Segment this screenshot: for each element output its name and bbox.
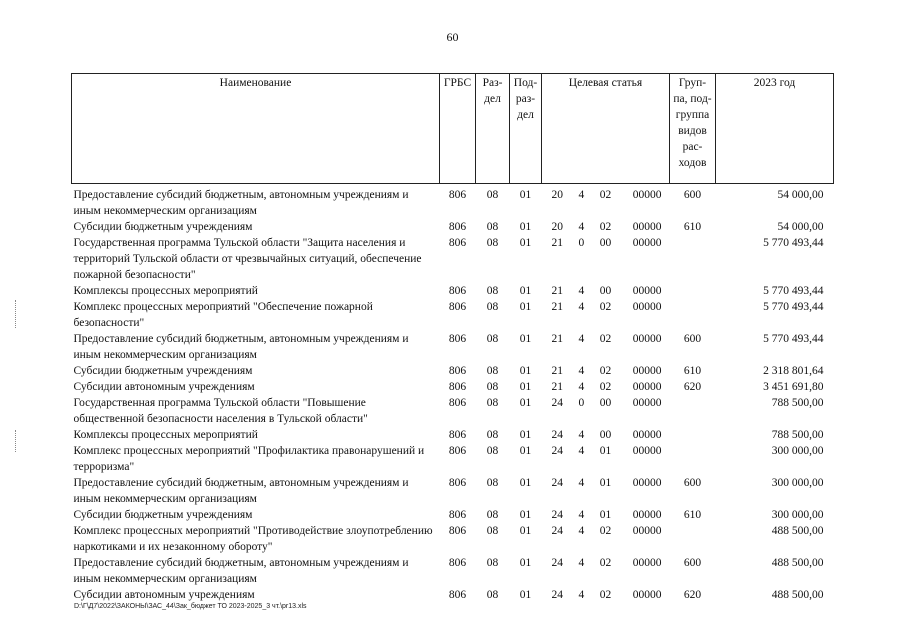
row-target-program: 21 [551, 333, 563, 345]
row-target-article [542, 219, 670, 235]
row-name: Субсидии автономным учреждениям [73, 589, 255, 601]
row-amount: 54 000,00 [777, 189, 824, 201]
row-section: 08 [486, 445, 499, 457]
row-target-article [542, 283, 670, 299]
row-target-article [542, 299, 670, 331]
row-name: Комплексы процессных мероприятий [73, 429, 258, 441]
header-group-line: группа [675, 109, 710, 121]
row-grbs: 806 [448, 429, 467, 441]
row-target-article [542, 395, 670, 427]
row-target-program: 24 [551, 477, 563, 489]
table-row [72, 331, 834, 363]
row-amount: 5 770 493,44 [763, 301, 824, 313]
row-target-type: 4 [578, 301, 585, 313]
row-group [670, 235, 716, 283]
row-target-program: 24 [551, 525, 563, 537]
row-subsection: 01 [519, 221, 532, 233]
header-group-line: ходов [678, 157, 707, 169]
row-subsection: 01 [519, 509, 532, 521]
table-row [72, 587, 834, 603]
row-target-article [542, 331, 670, 363]
row-name: Комплексы процессных мероприятий [73, 285, 258, 297]
row-target-direction: 00000 [632, 525, 662, 537]
table-row [72, 475, 834, 507]
row-target-program: 24 [551, 589, 563, 601]
row-subsection: 01 [519, 381, 532, 393]
row-target-article [542, 363, 670, 379]
row-target-direction: 00000 [632, 589, 662, 601]
row-group [670, 283, 716, 299]
table-row [72, 395, 834, 427]
row-target-structure: 00 [599, 397, 612, 409]
row-group: 610 [683, 221, 702, 233]
row-target-article [542, 427, 670, 443]
margin-mark [15, 300, 18, 328]
row-target-type: 4 [578, 589, 585, 601]
row-group: 600 [683, 477, 702, 489]
row-amount: 5 770 493,44 [763, 333, 824, 345]
row-name: Государственная программа Тульской области "Защита населения и территорий Тульской области от чрезвычайных ситуаций, обеспечение пожарной безопасности" [73, 237, 422, 281]
row-amount: 788 500,00 [771, 429, 824, 441]
row-section: 08 [486, 429, 499, 441]
row-target-direction: 00000 [632, 301, 662, 313]
row-target-article [542, 184, 670, 220]
row-grbs: 806 [448, 237, 467, 249]
row-target-structure: 01 [599, 509, 612, 521]
row-target-type: 0 [578, 237, 585, 249]
table-row [72, 379, 834, 395]
row-target-article [542, 443, 670, 475]
row-grbs: 806 [448, 525, 467, 537]
row-target-type: 4 [578, 365, 585, 377]
margin-mark [15, 430, 18, 452]
row-section: 08 [486, 189, 499, 201]
row-amount: 300 000,00 [771, 477, 824, 489]
row-subsection: 01 [519, 285, 532, 297]
row-grbs: 806 [448, 285, 467, 297]
row-target-type: 4 [578, 525, 585, 537]
header-section-line: Раз- [482, 77, 503, 89]
header-year: 2023 год [716, 74, 834, 184]
row-grbs: 806 [448, 381, 467, 393]
row-name: Субсидии автономным учреждениям [73, 381, 255, 393]
row-target-article [542, 235, 670, 283]
table-row [72, 555, 834, 587]
row-target-program: 24 [551, 397, 563, 409]
row-target-type: 4 [578, 381, 585, 393]
row-target-direction: 00000 [632, 397, 662, 409]
row-target-type: 4 [578, 333, 585, 345]
row-target-type: 0 [578, 397, 585, 409]
page-number: 60 [446, 30, 459, 44]
row-target-type: 4 [578, 189, 585, 201]
row-target-article [542, 555, 670, 587]
row-grbs: 806 [448, 445, 467, 457]
row-target-type: 4 [578, 557, 585, 569]
row-subsection: 01 [519, 397, 532, 409]
row-target-type: 4 [578, 445, 585, 457]
row-subsection: 01 [519, 589, 532, 601]
row-target-structure: 02 [599, 333, 612, 345]
table-row [72, 184, 834, 220]
row-amount: 3 451 691,80 [763, 381, 824, 393]
row-target-direction: 00000 [632, 509, 662, 521]
row-grbs: 806 [448, 589, 467, 601]
row-target-direction: 00000 [632, 429, 662, 441]
table-header-row [72, 74, 834, 184]
row-subsection: 01 [519, 557, 532, 569]
row-target-structure: 00 [599, 429, 612, 441]
row-name: Комплекс процессных мероприятий "Обеспечение пожарной безопасности" [73, 301, 373, 329]
row-target-direction: 00000 [632, 445, 662, 457]
row-target-type: 4 [578, 509, 585, 521]
row-grbs: 806 [448, 477, 467, 489]
row-target-structure: 02 [599, 301, 612, 313]
row-name: Комплекс процессных мероприятий "Профилактика правонарушений и терроризма" [73, 445, 425, 473]
row-target-structure: 00 [599, 285, 612, 297]
table-row [72, 299, 834, 331]
row-amount: 300 000,00 [771, 509, 824, 521]
header-section [476, 74, 510, 184]
row-group [670, 427, 716, 443]
row-target-structure: 02 [599, 189, 612, 201]
row-target-direction: 00000 [632, 237, 662, 249]
row-group [670, 523, 716, 555]
row-target-program: 24 [551, 509, 563, 521]
row-grbs: 806 [448, 397, 467, 409]
row-section: 08 [486, 509, 499, 521]
row-target-direction: 00000 [632, 381, 662, 393]
table-row [72, 507, 834, 523]
row-target-direction: 00000 [632, 221, 662, 233]
budget-table [71, 73, 834, 603]
footer-file-path: D:\Г\Д7\2022\ЗАКОНЫ\ЗАС_44\Зак_бюджет ТО 2023-2025_3 чт.\pr13.xls [74, 603, 307, 610]
row-section: 08 [486, 477, 499, 489]
header-subsection-line: Под- [513, 77, 538, 89]
row-grbs: 806 [448, 365, 467, 377]
row-group: 600 [683, 557, 702, 569]
row-name: Комплекс процессных мероприятий "Противодействие злоупотреблению наркотиками и их незаконному обороту" [73, 525, 433, 553]
row-target-structure: 02 [599, 589, 612, 601]
row-target-type: 4 [578, 429, 585, 441]
table-row [72, 523, 834, 555]
row-name: Субсидии бюджетным учреждениям [73, 509, 253, 521]
row-target-program: 20 [551, 189, 563, 201]
table-row [72, 283, 834, 299]
row-amount: 488 500,00 [771, 589, 824, 601]
row-grbs: 806 [448, 189, 467, 201]
header-group-line: па, под- [673, 93, 712, 105]
header-group-line: Груп- [678, 77, 707, 89]
header-subsection-line: дел [517, 109, 534, 121]
row-target-program: 24 [551, 429, 563, 441]
row-grbs: 806 [448, 509, 467, 521]
row-group [670, 395, 716, 427]
row-grbs: 806 [448, 301, 467, 313]
row-target-structure: 02 [599, 381, 612, 393]
header-name: Наименование [72, 74, 440, 184]
row-target-program: 20 [551, 221, 563, 233]
row-grbs: 806 [448, 557, 467, 569]
row-target-article [542, 379, 670, 395]
row-section: 08 [486, 589, 499, 601]
row-section: 08 [486, 333, 499, 345]
row-amount: 2 318 801,64 [763, 365, 824, 377]
header-group-line: видов [678, 125, 707, 137]
row-target-structure: 01 [599, 477, 612, 489]
row-target-direction: 00000 [632, 557, 662, 569]
row-subsection: 01 [519, 333, 532, 345]
row-target-type: 4 [578, 221, 585, 233]
table-row [72, 443, 834, 475]
row-target-program: 21 [551, 285, 563, 297]
row-grbs: 806 [448, 333, 467, 345]
table-row [72, 219, 834, 235]
row-group: 610 [683, 365, 702, 377]
row-name: Предоставление субсидий бюджетным, автономным учреждениям и иным некоммерческим организациям [73, 333, 409, 361]
row-section: 08 [486, 557, 499, 569]
row-name: Предоставление субсидий бюджетным, автономным учреждениям и иным некоммерческим организациям [73, 189, 409, 217]
row-section: 08 [486, 381, 499, 393]
row-target-type: 4 [578, 477, 585, 489]
row-group: 600 [683, 189, 702, 201]
row-target-structure: 02 [599, 525, 612, 537]
row-amount: 5 770 493,44 [763, 285, 824, 297]
table-row [72, 427, 834, 443]
row-amount: 488 500,00 [771, 557, 824, 569]
row-target-program: 24 [551, 557, 563, 569]
header-grbs: ГРБС [440, 74, 476, 184]
row-group: 620 [683, 381, 702, 393]
row-subsection: 01 [519, 525, 532, 537]
header-section-line: дел [484, 93, 501, 105]
row-subsection: 01 [519, 429, 532, 441]
row-group: 600 [683, 333, 702, 345]
row-target-type: 4 [578, 285, 585, 297]
row-section: 08 [486, 365, 499, 377]
table-row [72, 363, 834, 379]
header-group-line: рас- [682, 141, 703, 153]
row-subsection: 01 [519, 477, 532, 489]
row-amount: 300 000,00 [771, 445, 824, 457]
row-name: Предоставление субсидий бюджетным, автономным учреждениям и иным некоммерческим организациям [73, 557, 409, 585]
row-target-article [542, 523, 670, 555]
row-section: 08 [486, 301, 499, 313]
row-name: Предоставление субсидий бюджетным, автономным учреждениям и иным некоммерческим организациям [73, 477, 409, 505]
row-group [670, 443, 716, 475]
row-target-article [542, 587, 670, 603]
row-section: 08 [486, 397, 499, 409]
row-subsection: 01 [519, 237, 532, 249]
row-target-program: 24 [551, 445, 563, 457]
row-section: 08 [486, 285, 499, 297]
row-subsection: 01 [519, 301, 532, 313]
row-target-direction: 00000 [632, 333, 662, 345]
row-section: 08 [486, 221, 499, 233]
row-target-program: 21 [551, 365, 563, 377]
row-amount: 788 500,00 [771, 397, 824, 409]
row-target-direction: 00000 [632, 365, 662, 377]
row-target-direction: 00000 [632, 285, 662, 297]
row-target-structure: 02 [599, 221, 612, 233]
row-subsection: 01 [519, 445, 532, 457]
row-name: Субсидии бюджетным учреждениям [73, 365, 253, 377]
row-target-direction: 00000 [632, 189, 662, 201]
row-amount: 5 770 493,44 [763, 237, 824, 249]
row-target-structure: 01 [599, 445, 612, 457]
row-name: Субсидии бюджетным учреждениям [73, 221, 253, 233]
row-name: Государственная программа Тульской области "Повышение общественной безопасности населения в Тульской области" [73, 397, 368, 425]
row-subsection: 01 [519, 365, 532, 377]
row-target-article [542, 507, 670, 523]
header-target: Целевая статья [542, 74, 670, 184]
row-grbs: 806 [448, 221, 467, 233]
row-target-article [542, 475, 670, 507]
row-target-structure: 00 [599, 237, 612, 249]
row-section: 08 [486, 237, 499, 249]
header-subsection [510, 74, 542, 184]
row-target-structure: 02 [599, 365, 612, 377]
row-group [670, 299, 716, 331]
row-group: 610 [683, 509, 702, 521]
header-group [670, 74, 716, 184]
row-amount: 488 500,00 [771, 525, 824, 537]
row-section: 08 [486, 525, 499, 537]
row-subsection: 01 [519, 189, 532, 201]
row-target-direction: 00000 [632, 477, 662, 489]
header-subsection-line: раз- [515, 93, 536, 105]
row-amount: 54 000,00 [777, 221, 824, 233]
row-target-program: 21 [551, 237, 563, 249]
table-row [72, 235, 834, 283]
row-target-program: 21 [551, 381, 563, 393]
row-target-structure: 02 [599, 557, 612, 569]
row-target-program: 21 [551, 301, 563, 313]
row-group: 620 [683, 589, 702, 601]
